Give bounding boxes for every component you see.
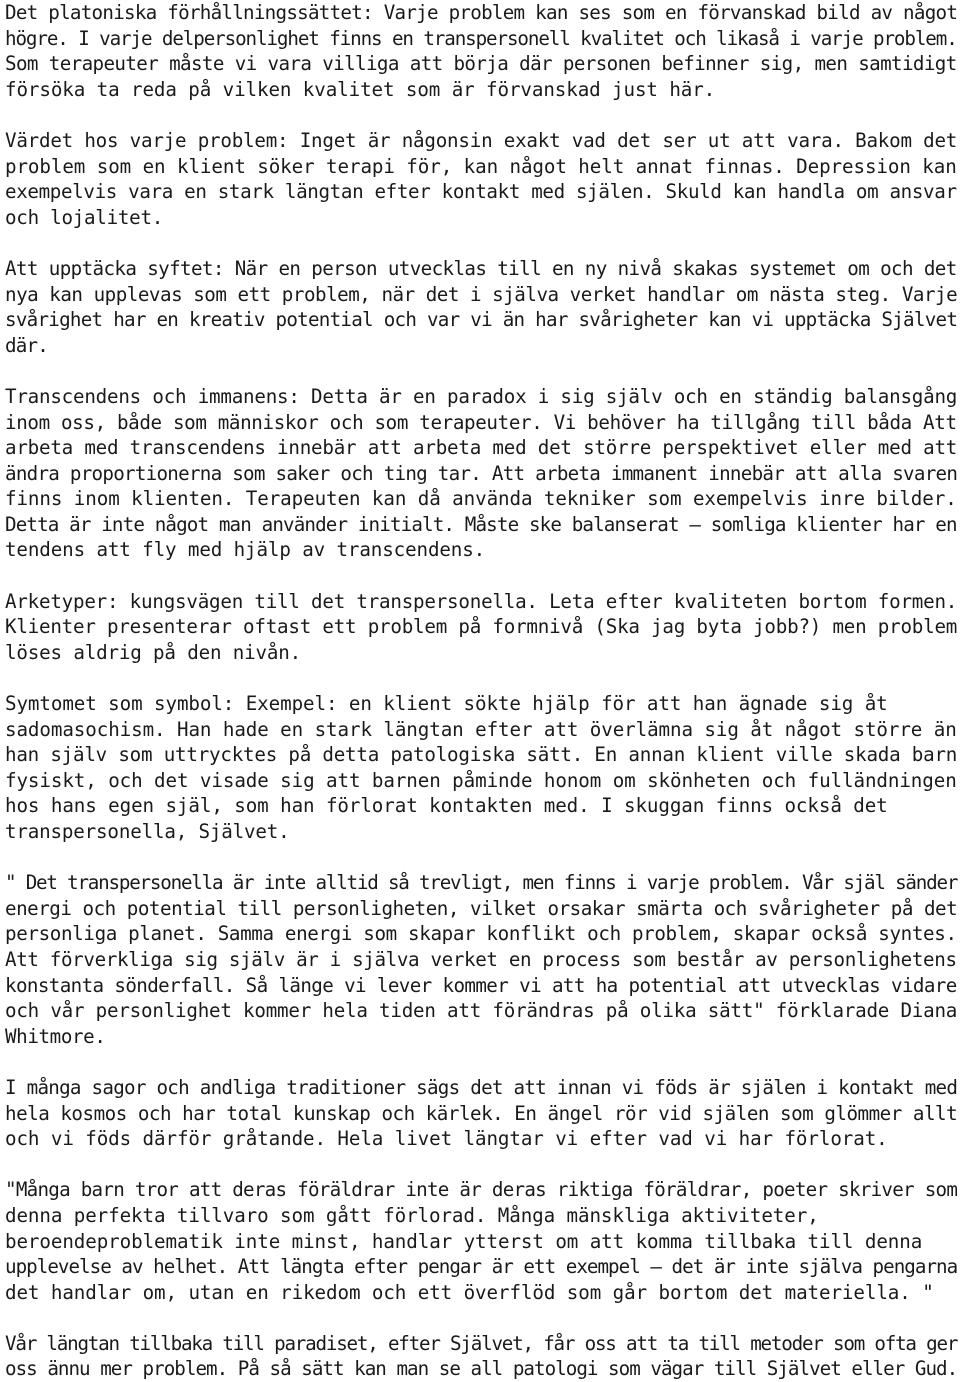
text-line: exempelvis vara en stark längtan efter kontakt med själen. Skuld kan handla om ansvar	[5, 180, 957, 204]
text-line: svårighet har en kreativ potential och var vi än har svårigheter kan vi upptäcka Självet	[5, 308, 958, 332]
text-line: Som terapeuter måste vi vara villiga att börja där personen befinner sig, men samtidigt	[5, 52, 957, 76]
text-line: Värdet hos varje problem: Inget är någonsin exakt vad det ser ut att vara. Bakom det	[5, 128, 958, 152]
text-line: energi och potential till personligheten, vilket orsakar smärta och svårigheter på det	[5, 896, 958, 920]
text-line: " Det transpersonella är inte alltid så trevligt, men finns i varje problem. Vår själ sänder	[5, 871, 958, 895]
text-line: konstanta sönderfall. Så länge vi lever kommer vi att ha potential att utvecklas vidare	[5, 973, 957, 997]
paragraph	[5, 691, 960, 845]
text-line: "Många barn tror att deras föräldrar inte är deras riktiga föräldrar, poeter skriver som	[5, 1178, 958, 1202]
text-line: försöka ta reda på vilken kvalitet som är förvanskad just här.	[5, 77, 716, 101]
paragraph	[5, 0, 960, 102]
text-line: Vår längtan tillbaka till paradiset, efter Självet, får oss att ta till metoder som ofta ger	[5, 1331, 958, 1355]
text-line: problem som en klient söker terapi för, kan något helt annat finnas. Depression kan	[5, 154, 957, 178]
text-line: ändra proportionerna som saker och ting tar. Att arbeta immanent innebär att alla svaren	[5, 461, 958, 485]
text-line: och vi föds därför gråtande. Hela livet längtar vi efter vad vi har förlorat.	[5, 1127, 888, 1151]
text-line: nya kan upplevas som ett problem, när det i själva verket handlar om nästa steg. Varje	[5, 282, 958, 306]
paragraph	[5, 1177, 960, 1305]
text-line: inom oss, både som människor och som terapeuter. Vi behöver ha tillgång till båda Att	[5, 410, 957, 434]
text-line: I många sagor och andliga traditioner sägs det att innan vi föds är själen i kontakt med	[5, 1075, 958, 1099]
paragraph	[5, 589, 960, 666]
text-line: och lojalitet.	[5, 205, 164, 229]
text-line: beroendeproblematik inte minst, handlar ytterst om att komma tillbaka till denna	[5, 1229, 923, 1253]
text-line: arbeta med transcendens innebär att arbeta med det större perspektivet eller med att	[5, 436, 958, 460]
text-line: denna perfekta tillvaro som gått förlorad. Många mänskliga aktiviteter,	[5, 1203, 819, 1227]
text-line: Whitmore.	[5, 1024, 106, 1048]
text-line: sadomasochism. Han hade en stark längtan efter att överlämna sig åt något större än	[5, 717, 957, 741]
paragraph	[5, 870, 960, 1049]
text-line: Att upptäcka syftet: När en person utvecklas till en ny nivå skakas systemet om och det	[5, 256, 957, 280]
text-line: personliga planet. Samma energi som skapar konflikt och problem, skapar också syntes.	[5, 922, 957, 946]
text-line: Att förverkliga sig själv är i själva verket en process som består av personlighetens	[5, 947, 957, 971]
text-line: Detta är inte något man använder initialt. Måste ske balanserat — somliga klienter har en	[5, 512, 957, 536]
text-line: löses aldrig på den nivån.	[5, 640, 302, 664]
text-line: Det platoniska förhållningssättet: Varje problem kan ses som en förvanskad bild av något	[5, 1, 958, 24]
text-line: oss ännu mer problem. På så sätt kan man se all patologi som vägar till Självet eller Gud.	[5, 1357, 958, 1381]
paragraph	[5, 256, 960, 358]
paragraph	[5, 1331, 960, 1382]
text-line: Arketyper: kungsvägen till det transpersonella. Leta efter kvaliteten bortom formen.	[5, 589, 958, 613]
text-line: tendens att fly med hjälp av transcendens.	[5, 538, 486, 562]
text-line: där.	[5, 333, 49, 357]
text-line: det handlar om, utan en rikedom och ett överflöd som går bortom det materiella. "	[5, 1280, 934, 1304]
paragraph	[5, 384, 960, 563]
text-line: och vår personlighet kommer hela tiden att förändras på olika sätt" förklarade Diana	[5, 999, 958, 1023]
text-line: upplevelse av helhet. Att längta efter pengar är ett exempel — det är inte själva pengarna	[5, 1255, 958, 1279]
text-line: hela kosmos och har total kunskap och kärlek. En ängel rör vid själen som glömmer allt	[5, 1101, 958, 1125]
text-line: transpersonella, Självet.	[5, 820, 290, 843]
text-line: högre. I varje delpersonlighet finns en transpersonell kvalitet och likaså i varje problem.	[5, 26, 957, 50]
text-line: fysiskt, och det visade sig att barnen påminde honom om skönheten och fulländningen	[5, 768, 957, 792]
text-line: Symtomet som symbol: Exempel: en klient sökte hjälp för att han ägnade sig åt	[5, 692, 888, 716]
text-line: hos hans egen själ, som han förlorat kontakten med. I skuggan finns också det	[5, 794, 888, 818]
paragraph	[5, 1075, 960, 1152]
text-line: han själv som uttrycktes på detta patologiska sätt. En annan klient ville skada barn	[5, 743, 958, 767]
text-line: Klienter presenterar oftast ett problem på formnivå (Ska jag byta jobb?) men problem	[5, 615, 958, 639]
text-line: Transcendens och immanens: Detta är en paradox i sig själv och en ständig balansgång	[5, 384, 958, 408]
text-line: finns inom klienten. Terapeuten kan då använda tekniker som exempelvis inre bilder.	[5, 487, 957, 511]
paragraph	[5, 128, 960, 230]
